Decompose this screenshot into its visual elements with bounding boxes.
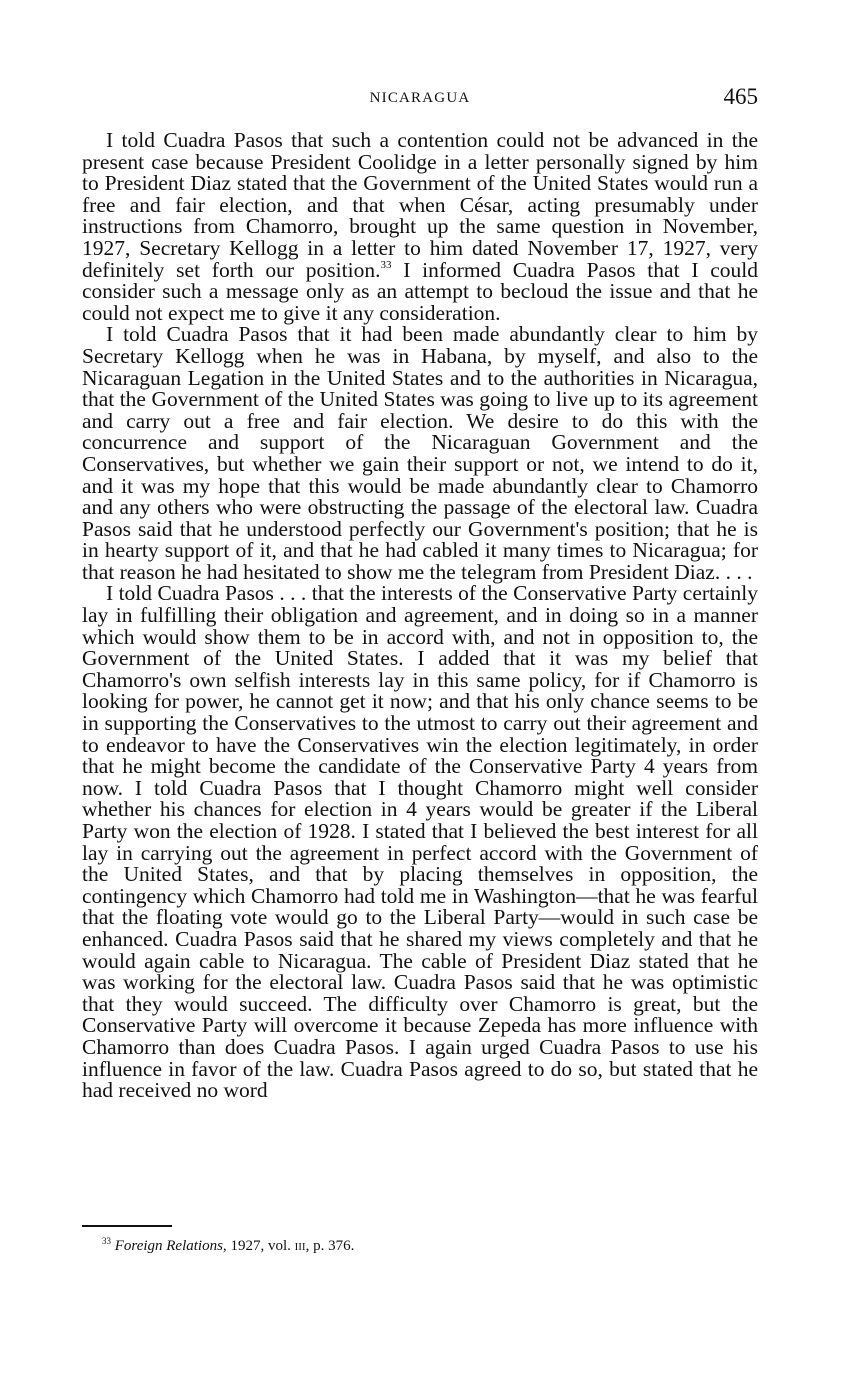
page-number: 465: [723, 84, 758, 109]
footnote-year: 1927, vol.: [226, 1238, 295, 1254]
footnote-divider: [82, 1225, 172, 1227]
paragraph-1: [82, 130, 758, 324]
footnote-title: Foreign Relations,: [114, 1238, 227, 1254]
footnote-reference[interactable]: 33: [380, 258, 392, 271]
running-title: NICARAGUA: [369, 90, 471, 106]
footnote-page: , p. 376.: [305, 1238, 355, 1254]
footnote-mark: 33: [102, 1236, 111, 1246]
footnote-volume: iii: [294, 1238, 306, 1254]
paragraph-1-continued: I informed Cuadra Pasos that I could consider such a message only as an attempt to becloud the issue and that he could not expect me to give it any consideration.: [82, 257, 759, 325]
body-text: [82, 130, 758, 1102]
running-head: [82, 84, 758, 114]
footnote: [102, 1238, 354, 1255]
paragraph-1-text: I told Cuadra Pasos that such a contention could not be advanced in the present case because President Coolidge in a letter personally signed by him to President Diaz stated that the Government of the United States would run a free and fair election, and that when César, acting presumably under instructions from Chamorro, brought up the same question in November, 1927, Secretary Kellogg in a letter to him dated November 17, 1927, very definitely set forth our position.: [82, 128, 758, 282]
paragraph-3: I told Cuadra Pasos . . . that the interests of the Conservative Party certainly lay in fulfilling their obligation and agreement, and in doing so in a manner which would show them to be in accord with, and not in opposition to, the Government of the United States. I added that it was my belief that Chamorro's own selfish interests lay in this same policy, for if Chamorro is looking for power, he cannot get it now; and that his only chance seems to be in supporting the Conservatives to the utmost to carry out their agreement and to endeavor to have the Conservatives win the election legitimately, in order that he might become the candidate of the Conservative Party 4 years from now. I told Cuadra Pasos that I thought Chamorro might well consider whether his chances for election in 4 years would be greater if the Liberal Party won the election of 1928. I stated that I believed the best interest for all lay in carrying out the agreement in perfect accord with the Government of the United States, and that by placing themselves in opposition, the contingency which Chamorro had told me in Washington—that he was fearful that the floating vote would go to the Liberal Party—would in such case be enhanced. Cuadra Pasos said that he shared my views completely and that he would again cable to Nicaragua. The cable of President Diaz stated that he was working for the electoral law. Cuadra Pasos said that he was optimistic that they would succeed. The difficulty over Chamorro is great, but the Conservative Party will overcome it because Zepeda has more influence with Chamorro than does Cuadra Pasos. I again urged Cuadra Pasos to use his influence in favor of the law. Cuadra Pasos agreed to do so, but stated that he had received no word: [82, 581, 758, 1103]
paragraph-2: I told Cuadra Pasos that it had been made abundantly clear to him by Secretary Kellogg when he was in Habana, by myself, and also to the Nicaraguan Legation in the United States and to the authorities in Nicaragua, that the Government of the United States was going to live up to its agreement and carry out a free and fair election. We desire to do this with the concurrence and support of the Nicaraguan Government and the Conservatives, but whether we gain their support or not, we intend to do it, and it was my hope that this would be made abundantly clear to Chamorro and any others who were obstructing the passage of the electoral law. Cuadra Pasos said that he understood perfectly our Government's position; that he is in hearty support of it, and that he had cabled it many times to Nicaragua; for that reason he had hesitated to show me the telegram from President Diaz. . . .: [82, 322, 758, 584]
